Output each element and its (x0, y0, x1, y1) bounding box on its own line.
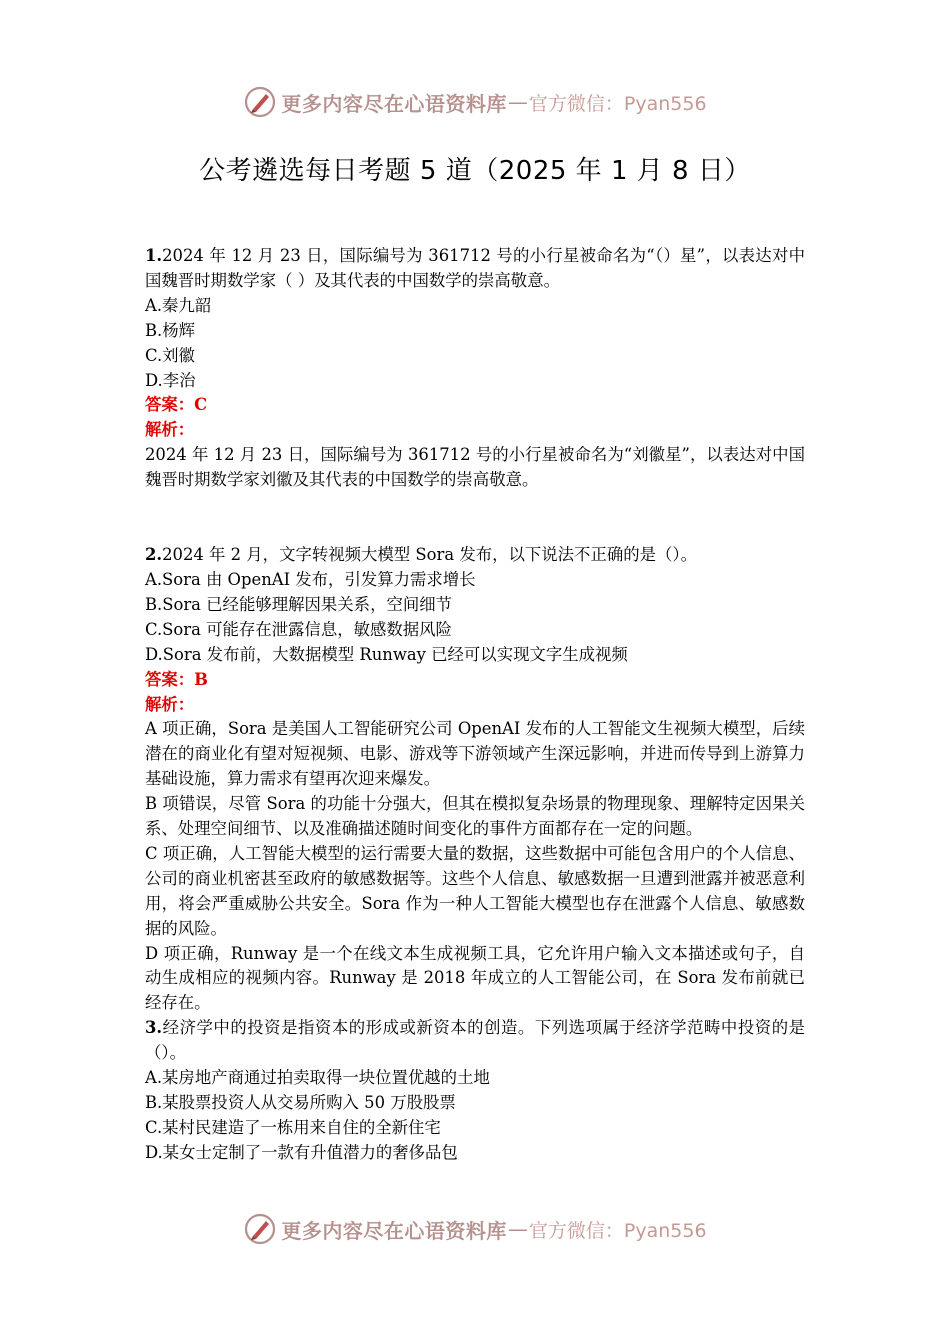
analysis-paragraph: B 项错误，尽管 Sora 的功能十分强大，但其在模拟复杂场景的物理现象、理解特定因果关系、处理空间细节、以及准确描述随时间变化的事件方面都存在一定的问题。 (145, 794, 805, 839)
watermark-separator: — (507, 1217, 528, 1241)
option-c: C.刘徽 (145, 345, 195, 365)
question-3 (145, 1016, 805, 1165)
analysis-paragraph: C 项正确，人工智能大模型的运行需要大量的数据，这些数据中可能包含用户的个人信息、公司的商业机密甚至政府的敏感数据等。这些个人信息、敏感数据一旦遭到泄露并被恶意利用，将会严重威胁公共安全。Sora 作为一种人工智能大模型也存在泄露个人信息、敏感数据的风险。 (145, 843, 805, 938)
option-d: D.Sora 发布前，大数据模型 Runway 已经可以实现文字生成视频 (145, 644, 628, 664)
question-stem (145, 543, 805, 568)
option-a: A.Sora 由 OpenAI 发布，引发算力需求增长 (145, 569, 476, 589)
pen-circle-logo-icon (243, 85, 277, 119)
option-a: A.某房地产商通过拍卖取得一块位置优越的土地 (145, 1068, 490, 1088)
option-d: D.李治 (145, 370, 196, 390)
option-c: C.某村民建造了一栋用来自住的全新住宅 (145, 1117, 441, 1137)
analysis-label: 解析： (145, 694, 195, 714)
question-spacer (145, 493, 805, 543)
option-c: C.Sora 可能存在泄露信息，敏感数据风险 (145, 619, 452, 639)
watermark-separator: — (507, 90, 528, 114)
question-2 (145, 543, 805, 1016)
page-title: 公考遴选每日考题 5 道（2025 年 1 月 8 日） (199, 156, 751, 186)
question-text: 经济学中的投资是指资本的形成或新资本的创造。下列选项属于经济学范畴中投资的是（）。 (145, 1018, 805, 1063)
watermark-brand: 更多内容尽在心语资料库 (281, 1218, 507, 1243)
option-d: D.某女士定制了一款有升值潜力的奢侈品包 (145, 1142, 458, 1162)
watermark-contact: 官方微信：Pyan556 (528, 1219, 707, 1242)
analysis-label: 解析： (145, 420, 195, 440)
question-number: 3. (145, 1018, 163, 1038)
analysis-paragraph: D 项正确，Runway 是一个在线文本生成视频工具，它允许用户输入文本描述或句子，自动生成相应的视频内容。Runway 是 2018 年成立的人工智能公司，在 Sora 发布前就已经存在。 (145, 943, 805, 1013)
watermark-header (0, 82, 950, 122)
analysis-paragraph: A 项正确，Sora 是美国人工智能研究公司 OpenAI 发布的人工智能文生视频大模型，后续潜在的商业化有望对短视频、电影、游戏等下游领域产生深远影响，并进而传导到上游算力基础设施，算力需求有望再次迎来爆发。 (145, 719, 805, 789)
watermark-brand: 更多内容尽在心语资料库 (281, 91, 507, 116)
question-stem (145, 244, 805, 294)
question-text: 2024 年 12 月 23 日，国际编号为 361712 号的小行星被命名为“（）星”，以表达对中国魏晋时期数学家（ ）及其代表的中国数学的崇高敬意。 (145, 246, 805, 290)
watermark-footer (0, 1209, 950, 1249)
answer-label: 答案：C (145, 395, 208, 415)
option-b: B.Sora 已经能够理解因果关系，空间细节 (145, 594, 453, 614)
option-b: B.某股票投资人从交易所购入 50 万股股票 (145, 1093, 456, 1112)
pen-circle-logo-icon (243, 1212, 277, 1246)
question-number: 2. (145, 545, 163, 565)
question-stem (145, 1016, 805, 1066)
watermark-contact: 官方微信：Pyan556 (528, 92, 707, 115)
question-list (145, 244, 805, 1166)
option-b: B.杨辉 (145, 320, 196, 340)
analysis-paragraph: 2024 年 12 月 23 日，国际编号为 361712 号的小行星被命名为“刘徽星”，以表达对中国魏晋时期数学家刘徽及其代表的中国数学的崇高敬意。 (145, 445, 805, 490)
question-1 (145, 244, 805, 493)
question-number: 1. (145, 246, 163, 265)
option-a: A.秦九韶 (145, 295, 212, 315)
answer-label: 答案：B (145, 669, 209, 689)
question-text: 2024 年 2 月，文字转视频大模型 Sora 发布，以下说法不正确的是（）。 (162, 545, 697, 565)
